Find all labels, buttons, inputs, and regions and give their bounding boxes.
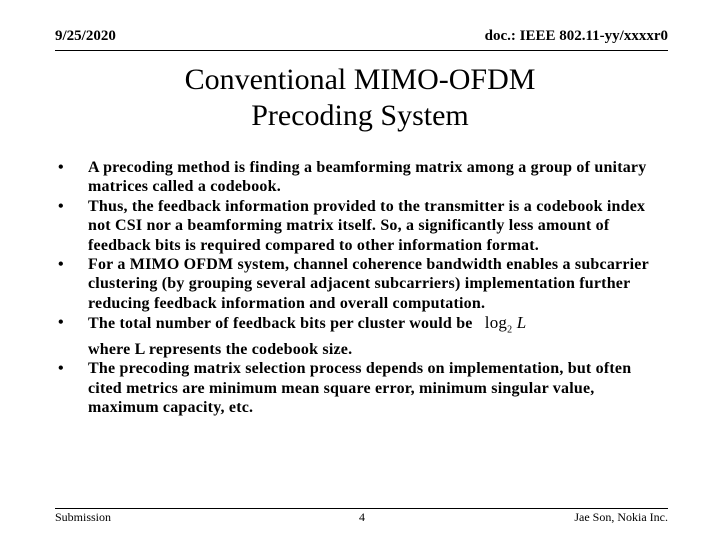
bullet-marker: • — [58, 314, 64, 332]
slide-header — [55, 28, 668, 50]
page-number: 4 — [359, 510, 365, 524]
bullet-item-3 — [58, 255, 668, 313]
header-doc-id: doc.: IEEE 802.11-yy/xxxxr0 — [484, 28, 668, 44]
bullet-marker: • — [58, 360, 64, 378]
bullet-item-1 — [58, 158, 668, 197]
bullet-text-1: A precoding method is finding a beamforming matrix among a group of unitary matrices called a codebook. — [88, 159, 647, 196]
bullet-text-5: The precoding matrix selection process depends on implementation, but often cited metrics are minimum mean square error, minimum singular value, maximum capacity, etc. — [88, 360, 632, 417]
slide-title — [0, 62, 720, 134]
bullet-list — [58, 158, 668, 418]
bullet-text-4: The total number of feedback bits per cluster would be — [88, 315, 473, 333]
bullet-item-5 — [58, 359, 668, 417]
bullet-item-2 — [58, 197, 668, 255]
log2-l-formula — [484, 313, 527, 336]
formula-base: 2 — [507, 324, 513, 336]
bullet-text-2: Thus, the feedback information provided to the transmitter is a codebook index not CSI nor a beamforming matrix itself. So, a significantly less amount of feedback bits is required compared to other information format. — [88, 197, 646, 254]
header-date: 9/25/2020 — [55, 28, 116, 44]
formula-func: log — [484, 313, 508, 333]
title-line-1: Conventional MIMO-OFDM — [184, 63, 536, 96]
bullet-marker: • — [58, 197, 64, 215]
footer-submission: Submission — [55, 510, 112, 524]
bullet-item-4 — [58, 313, 668, 359]
bullet-marker: • — [58, 159, 64, 176]
bullet-text-4b: where L represents the codebook size. — [88, 341, 353, 359]
footer-divider — [55, 508, 668, 509]
bullet-marker: • — [58, 256, 64, 274]
footer-author: Jae Son, Nokia Inc. — [574, 510, 668, 524]
slide-footer — [55, 510, 668, 526]
title-line-2: Precoding System — [251, 99, 469, 132]
formula-var: L — [516, 313, 527, 333]
header-divider — [55, 50, 668, 51]
bullet-text-3: For a MIMO OFDM system, channel coherence bandwidth enables a subcarrier clustering (by grouping several adjacent subcarriers) implementation further reducing feedback information and overall computation. — [88, 256, 649, 312]
